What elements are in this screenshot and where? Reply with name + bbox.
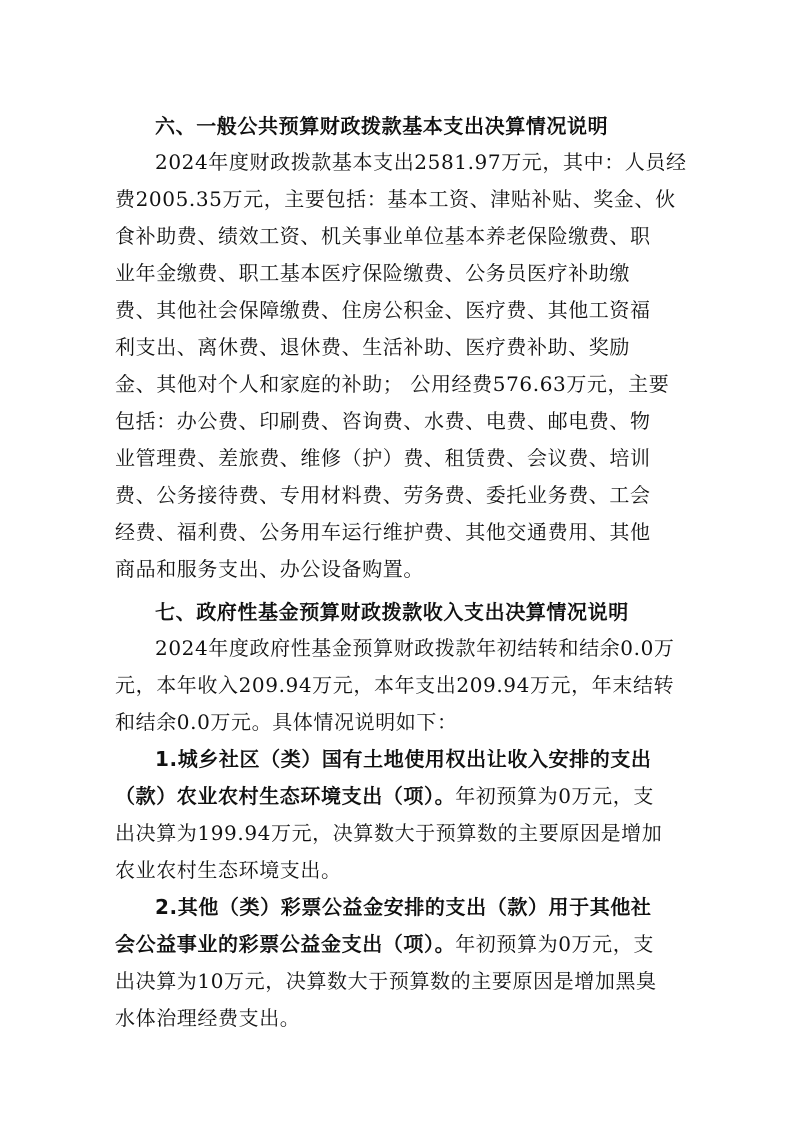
text-line (115, 926, 681, 963)
section-6-heading: 六、一般公共预算财政拨款基本支出决算情况说明 (155, 114, 609, 138)
text-line: 费、公务接待费、专用材料费、劳务费、委托业务费、工会 (115, 483, 651, 507)
text-line: 利支出、离休费、退休费、生活补助、医疗费补助、奖励 (115, 335, 630, 359)
section-7-intro (115, 630, 681, 741)
text-line: 2024年度政府性基金预算财政拨款年初结转和结余0.0万 (155, 636, 675, 660)
item-1-text: 年初预算为0万元，支 (455, 784, 654, 808)
section-7-heading: 七、政府性基金预算财政拨款收入支出决算情况说明 (155, 600, 629, 624)
item-2-title: 2.其他（类）彩票公益金安排的支出（款）用于其他社 (155, 895, 652, 919)
text-line: 经费、福利费、公务用车运行维护费、其他交通费用、其他 (115, 520, 651, 544)
item-2-text: 年初预算为0万元，支 (455, 932, 654, 956)
text-line: 和结余0.0万元。具体情况说明如下： (115, 710, 458, 734)
text-line: 出决算为10万元，决算数大于预算数的主要原因是增加黑臭 (115, 969, 657, 993)
text-line: 商品和服务支出、办公设备购置。 (115, 557, 424, 581)
text-line: 水体治理经费支出。 (115, 1006, 301, 1030)
text-line: 金、其他对个人和家庭的补助； 公用经费576.63万元，主要 (115, 372, 670, 396)
text-line: 费、其他社会保障缴费、住房公积金、医疗费、其他工资福 (115, 298, 651, 322)
document-body (115, 108, 687, 1037)
text-line: 出决算为199.94万元，决算数大于预算数的主要原因是增加 (115, 821, 663, 845)
item-1-title-continued: （款）农业农村生态环境支出（项）。 (115, 784, 456, 808)
section-7-item-1 (115, 741, 681, 889)
item-2-title-continued: 会公益事业的彩票公益金支出（项）。 (115, 932, 456, 956)
text-line: 包括：办公费、印刷费、咨询费、水费、电费、邮电费、物 (115, 409, 651, 433)
text-line: 2024年度财政拨款基本支出2581.97万元，其中：人员经 (155, 150, 687, 174)
text-line: 费2005.35万元，主要包括：基本工资、津贴补贴、奖金、伙 (115, 187, 676, 211)
section-7-item-2 (115, 889, 681, 1037)
item-1-title: 1.城乡社区（类）国有土地使用权出让收入安排的支出 (155, 747, 652, 771)
text-line: 业管理费、差旅费、维修（护）费、租赁费、会议费、培训 (115, 446, 651, 470)
text-line: 农业农村生态环境支出。 (115, 858, 342, 882)
text-line (115, 778, 681, 815)
section-6-paragraph (115, 144, 687, 588)
text-line: 元，本年收入209.94万元，本年支出209.94万元，年末结转 (115, 673, 675, 697)
text-line: 食补助费、绩效工资、机关事业单位基本养老保险缴费、职 (115, 224, 651, 248)
text-line: 业年金缴费、职工基本医疗保险缴费、公务员医疗补助缴 (115, 261, 630, 285)
